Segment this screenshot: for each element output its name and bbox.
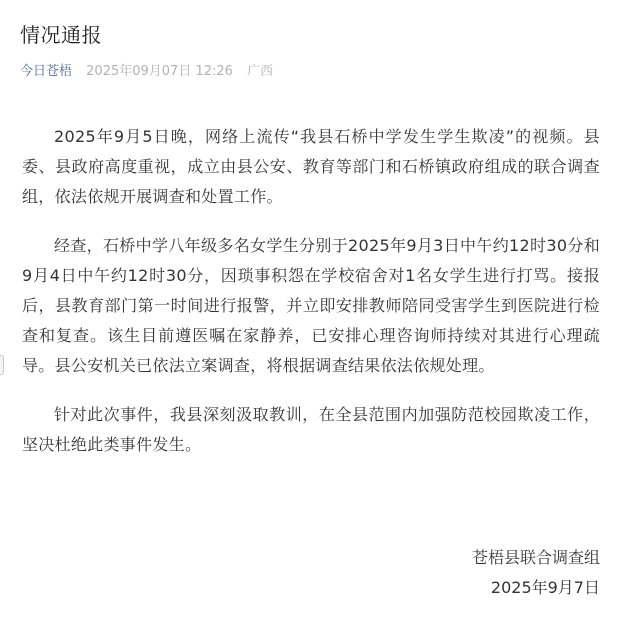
signature-date: 2025年9月7日 xyxy=(490,578,600,597)
publish-date: 2025年09月07日 12:26 xyxy=(86,64,233,79)
page-title: 情况通报 xyxy=(20,23,102,47)
publish-location: 广西 xyxy=(247,64,274,79)
article-body xyxy=(22,122,600,479)
signature-org: 苍梧县联合调查组 xyxy=(471,548,600,567)
account-name-link[interactable]: 今日苍梧 xyxy=(20,64,73,79)
paragraph-2: 经查，石桥中学八年级多名女学生分别于2025年9月3日中午约12时30分和9月4日中午约12时30分，因琐事积怨在学校宿舍对1名女学生进行打骂。接报后，县教育部门第一时间进行报警，并立即安排教师陪同受害学生到医院进行检查和复查。该生目前遵医嘱在家静养，已安排心理咨询师持续对其进行心理疏导。县公安机关已依法立案调查，将根据调查结果依法依规处理。 xyxy=(22,236,600,375)
paragraph-1: 2025年9月5日晚，网络上流传“我县石桥中学发生学生欺凌”的视频。县委、县政府高度重视，成立由县公安、教育等部门和石桥镇政府组成的联合调查组，依法依规开展调查和处置工作。 xyxy=(22,127,600,206)
signature-block xyxy=(472,543,600,603)
paragraph-3: 针对此次事件，我县深刻汲取教训，在全县范围内加强防范校园欺凌工作，坚决杜绝此类事件发生。 xyxy=(22,405,600,454)
article-meta xyxy=(20,63,273,81)
side-handle-icon[interactable] xyxy=(0,355,4,375)
